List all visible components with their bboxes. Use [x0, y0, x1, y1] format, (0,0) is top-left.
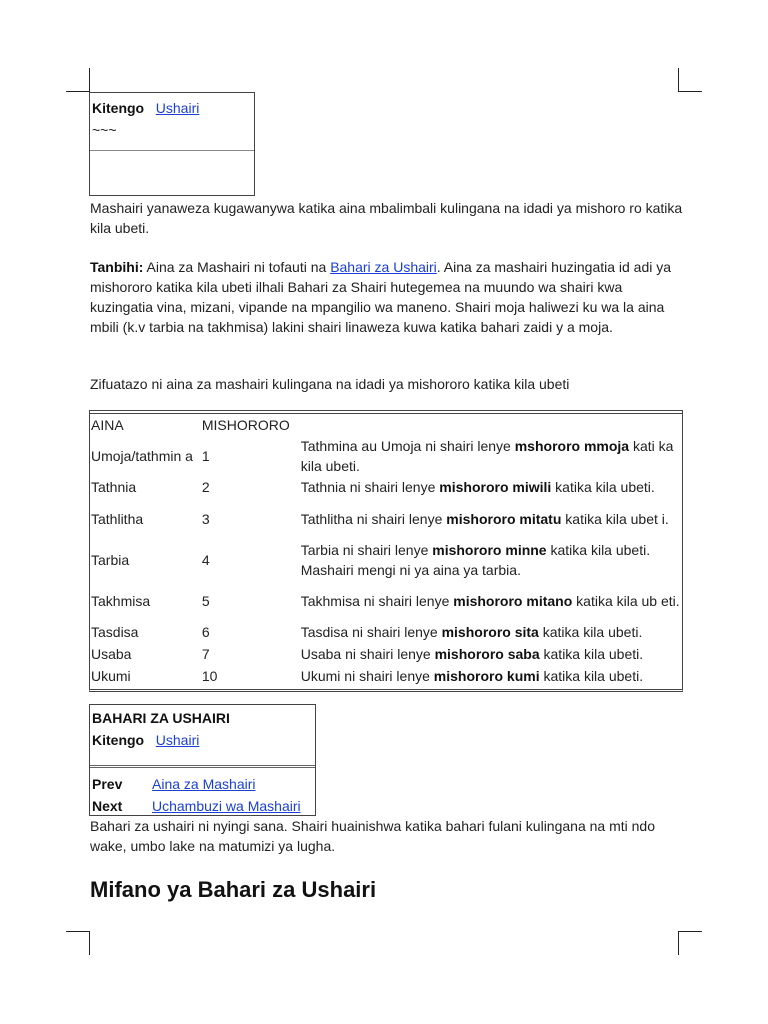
infobox-divider — [90, 765, 315, 768]
cell-num: 4 — [201, 551, 210, 568]
crop-mark-bottom-right — [678, 931, 702, 932]
bahari-infobox — [89, 704, 316, 816]
category-infobox — [89, 92, 255, 196]
cell-description: Tarbia ni shairi lenye mishororo minne katika kila ubeti. Mashairi mengi ni ya aina ya tarbia. — [300, 541, 651, 578]
infobox-title: BAHARI ZA USHAIRI — [92, 710, 230, 726]
cell-aina: Tathnia — [91, 479, 137, 495]
cell-num: 2 — [201, 479, 210, 495]
crop-mark-bottom-right — [678, 931, 679, 955]
crop-mark-top-right — [678, 91, 702, 92]
cell-aina: Tathlitha — [91, 510, 144, 527]
header-aina: AINA — [91, 417, 124, 433]
cell-description: Usaba ni shairi lenye mishororo saba katika kila ubeti. — [300, 646, 644, 662]
table-row — [90, 476, 682, 498]
aina-table — [90, 415, 682, 687]
bahari-paragraph: Bahari za ushairi ni nyingi sana. Shairi huainishwa katika bahari fulani kulingana na mti ndo wake, umbo lake na matumizi ya lugha. — [90, 818, 656, 854]
cell-description: Tathlitha ni shairi lenye mishororo mitatu katika kila ubet i. — [300, 510, 669, 527]
cell-description: Tathnia ni shairi lenye mishororo miwili katika kila ubeti. — [300, 479, 655, 495]
cell-aina: Tasdisa — [91, 624, 139, 640]
crop-mark-top-right — [678, 68, 679, 92]
next-link[interactable]: Uchambuzi wa Mashairi — [152, 798, 301, 814]
cell-aina: Takhmisa — [91, 592, 151, 609]
section-heading: Mifano ya Bahari za Ushairi — [90, 877, 377, 902]
cell-description: Tasdisa ni shairi lenye mishororo sita katika kila ubeti. — [300, 624, 643, 640]
category-row — [92, 730, 199, 750]
table-row — [90, 435, 682, 476]
category-link-ushairi[interactable]: Ushairi — [155, 732, 200, 748]
cell-aina: Usaba — [91, 646, 132, 662]
table-top-rule — [90, 413, 682, 414]
cell-num: 10 — [201, 668, 218, 684]
cell-aina: Tarbia — [91, 551, 130, 568]
note-text-2: . Aina za mashairi huzingatia id adi ya mishororo katika kila ubeti ilhali Bahari za Shairi hutegemea na muundo wa shairi kwa kuzingatia vina, mizani, vipande na mpangilio wa maneno. Shairi moja haliwezi ku wa la aina mbili (k.v tarbia na takhmisa) lakini shairi linaweza kuwa katika bahari zaidi y a moja. — [90, 259, 672, 335]
table-row — [90, 643, 682, 665]
crop-mark-bottom-left — [66, 931, 90, 932]
aina-table-box — [89, 410, 683, 692]
table-row — [90, 665, 682, 687]
crop-mark-bottom-left — [89, 931, 90, 955]
header-description — [300, 415, 682, 435]
table-row — [90, 498, 682, 539]
category-key: Kitengo — [92, 732, 145, 748]
cell-description: Ukumi ni shairi lenye mishororo kumi katika kila ubeti. — [300, 668, 644, 684]
note-text-1: Aina za Mashairi ni tofauti na — [143, 259, 331, 275]
note-label: Tanbihi: — [90, 259, 144, 275]
intro-paragraph: Mashairi yanaweza kugawanywa katika aina mbalimbali kulingana na idadi ya mishoro ro katika kila ubeti. — [90, 200, 683, 236]
category-key: Kitengo — [92, 100, 145, 116]
list-intro: Zifuatazo ni aina za mashairi kulingana na idadi ya mishororo katika kila ubeti — [90, 376, 570, 392]
cell-num: 7 — [201, 646, 210, 662]
infobox-divider — [90, 150, 254, 151]
tilde-placeholder: ~~~ — [92, 122, 117, 138]
category-row — [92, 98, 199, 118]
table-header-row — [90, 415, 682, 435]
table-row — [90, 580, 682, 621]
cell-num: 1 — [201, 447, 210, 464]
cell-aina: Ukumi — [91, 668, 131, 684]
cell-aina: Umoja/tathmin a — [91, 447, 193, 464]
next-label: Next — [92, 798, 123, 814]
crop-mark-top-left — [66, 91, 90, 92]
prev-link[interactable]: Aina za Mashairi — [152, 776, 256, 792]
prev-label: Prev — [92, 776, 123, 792]
cell-description: Takhmisa ni shairi lenye mishororo mitano katika kila ub eti. — [300, 592, 680, 609]
category-link-ushairi[interactable]: Ushairi — [155, 100, 200, 116]
cell-num: 6 — [201, 624, 210, 640]
table-row — [90, 621, 682, 643]
table-row — [90, 539, 682, 580]
crop-mark-top-left — [89, 68, 90, 92]
cell-description: Tathmina au Umoja ni shairi lenye mshororo mmoja kati ka kila ubeti. — [300, 437, 674, 474]
bahari-link[interactable]: Bahari za Ushairi — [330, 259, 437, 275]
cell-num: 5 — [201, 592, 210, 609]
cell-num: 3 — [201, 510, 210, 527]
header-mishororo: MISHORORO — [201, 417, 290, 433]
note-paragraph — [90, 257, 684, 337]
